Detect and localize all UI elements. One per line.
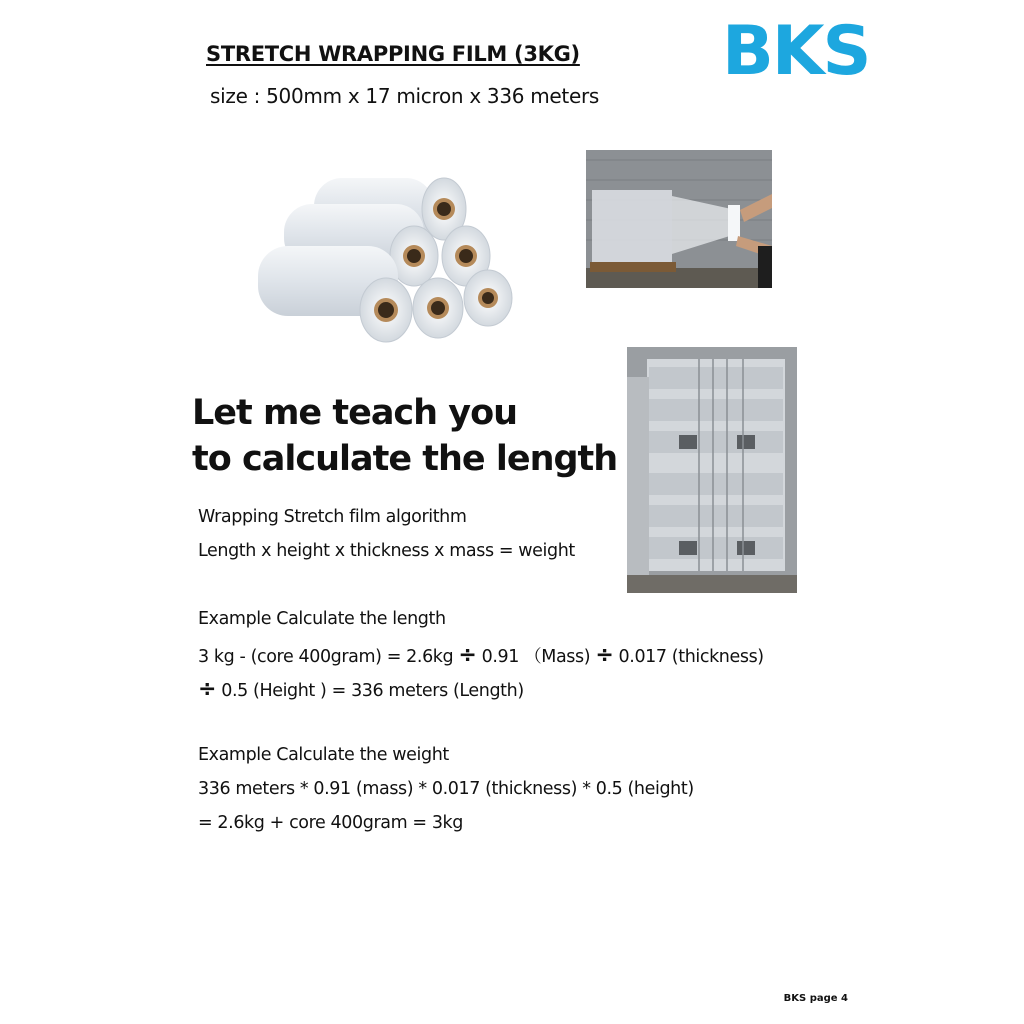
divide-icon: ÷ <box>458 643 477 668</box>
example-length-line-1 <box>198 643 764 668</box>
size-spec: size : 500mm x 17 micron x 336 meters <box>210 84 600 108</box>
example-length-line-2 <box>198 677 524 702</box>
headline <box>192 390 617 482</box>
example-weight-line-1: 336 meters * 0.91 (mass) * 0.017 (thickness) * 0.5 (height) <box>198 779 694 799</box>
headline-line-1: Let me teach you <box>192 393 518 433</box>
headline-line-2: to calculate the length <box>192 439 618 479</box>
wrapped-pallets-photo <box>627 347 797 593</box>
example-length-heading: Example Calculate the length <box>198 609 446 629</box>
algorithm-heading: Wrapping Stretch film algorithm <box>198 507 467 527</box>
page-title: STRETCH WRAPPING FILM (3KG) <box>206 42 580 66</box>
wrapping-pallet-photo <box>586 150 772 288</box>
divide-icon: ÷ <box>198 677 217 702</box>
page-footer: BKS page 4 <box>783 993 848 1004</box>
example-weight-heading: Example Calculate the weight <box>198 745 449 765</box>
length-calc-part-c: 0.017 (thickness) <box>618 647 764 667</box>
example-weight-line-2: = 2.6kg + core 400gram = 3kg <box>198 813 463 833</box>
length-calc-part-a: 3 kg - (core 400gram) = 2.6kg <box>198 647 454 667</box>
length-calc-part-d: 0.5 (Height ) = 336 meters (Length) <box>221 681 524 701</box>
length-calc-part-b: 0.91 （Mass) <box>481 647 591 667</box>
divide-icon: ÷ <box>595 643 614 668</box>
film-rolls-photo <box>254 170 516 348</box>
algorithm-formula: Length x height x thickness x mass = weight <box>198 541 575 561</box>
bks-logo: BKS <box>722 12 870 91</box>
